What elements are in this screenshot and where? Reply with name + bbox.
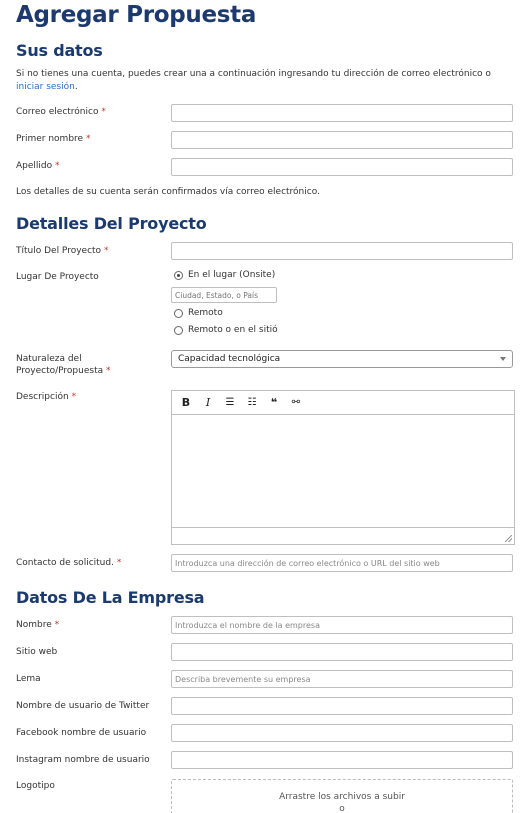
required-mark: * [106, 366, 111, 376]
description-editor[interactable] [171, 390, 515, 545]
editor-toolbar [172, 391, 514, 415]
project-nature-label-line2-text: Proyecto/Propuesta [16, 366, 104, 376]
quote-icon[interactable]: ❝ [270, 396, 278, 409]
instagram-field[interactable] [171, 751, 513, 769]
email-label-text: Correo electrónico [16, 107, 99, 117]
section-heading-your-data: Sus datos [16, 41, 103, 60]
first-name-label [16, 133, 90, 145]
project-nature-label-line1: Naturaleza del [16, 354, 82, 364]
intro-text-body: Si no tienes una cuenta, puedes crear una a continuación ingresando tu dirección de correo electrónico o [16, 69, 491, 79]
contact-label [16, 557, 121, 569]
editor-status-bar [172, 527, 514, 544]
radio-icon[interactable] [174, 326, 183, 335]
required-mark: * [116, 558, 122, 568]
project-title-field[interactable] [171, 242, 513, 260]
email-field[interactable] [171, 104, 513, 122]
intro-text [16, 68, 516, 94]
instagram-label: Instagram nombre de usuario [16, 755, 150, 765]
location-option-label: Remoto o en el sitió [188, 325, 278, 335]
location-option-remote-or-onsite[interactable] [174, 325, 278, 335]
project-nature-label-line2 [16, 365, 111, 377]
section-heading-project: Detalles Del Proyecto [16, 214, 207, 233]
project-nature-value: Capacidad tecnológica [178, 354, 281, 364]
first-name-label-text: Primer nombre [16, 134, 84, 144]
required-mark: * [71, 392, 77, 402]
intro-text-end: . [74, 82, 78, 92]
twitter-field[interactable] [171, 697, 513, 715]
tagline-label: Lema [16, 674, 41, 684]
required-mark: * [103, 246, 109, 256]
numbered-list-icon[interactable]: ☷ [247, 397, 257, 408]
dropzone-or: o [339, 804, 345, 813]
project-location-label: Lugar De Proyecto [16, 272, 99, 282]
account-note: Los detalles de su cuenta serán confirmados vía correo electrónico. [16, 187, 320, 197]
website-field[interactable] [171, 643, 513, 661]
last-name-field[interactable] [171, 158, 513, 176]
email-label [16, 106, 106, 118]
chevron-down-icon [500, 357, 506, 361]
tagline-field[interactable] [171, 670, 513, 688]
contact-label-text: Contacto de solicitud. [16, 558, 114, 568]
company-name-label-text: Nombre [16, 620, 52, 630]
company-name-label [16, 619, 59, 631]
required-mark: * [55, 161, 60, 171]
location-option-onsite[interactable] [174, 270, 275, 280]
bulleted-list-icon[interactable]: ☰ [225, 397, 235, 408]
website-label: Sitio web [16, 647, 58, 657]
company-name-field[interactable] [171, 616, 513, 634]
page-title: Agregar Propuesta [16, 2, 257, 28]
login-link[interactable]: iniciar sesión [16, 82, 75, 92]
first-name-field[interactable] [171, 131, 513, 149]
required-mark: * [54, 620, 60, 630]
dropzone-text: Arrastre los archivos a subir [279, 792, 405, 802]
contact-field[interactable] [171, 554, 513, 572]
facebook-field[interactable] [171, 724, 513, 742]
location-option-remote[interactable] [174, 308, 223, 318]
logo-dropzone[interactable] [171, 779, 513, 813]
location-option-label: Remoto [188, 308, 223, 318]
italic-icon[interactable]: I [205, 396, 211, 409]
facebook-label: Facebook nombre de usuario [16, 728, 147, 738]
description-label [16, 391, 76, 403]
last-name-label [16, 160, 60, 172]
project-title-label [16, 245, 108, 257]
project-title-label-text: Título Del Proyecto [16, 246, 102, 256]
project-nature-select[interactable] [171, 350, 513, 368]
last-name-label-text: Apellido [16, 161, 53, 171]
twitter-label: Nombre de usuario de Twitter [16, 701, 150, 711]
bold-icon[interactable]: B [181, 396, 191, 409]
link-icon[interactable]: ⚯ [291, 397, 301, 408]
radio-selected-icon[interactable] [174, 271, 183, 280]
required-mark: * [101, 107, 106, 117]
project-nature-label [16, 353, 111, 377]
section-heading-company: Datos De La Empresa [16, 588, 205, 607]
required-mark: * [85, 134, 91, 144]
description-label-text: Descripción [16, 392, 69, 402]
location-option-label: En el lugar (Onsite) [188, 270, 276, 280]
logo-label: Logotipo [16, 781, 55, 791]
resize-handle-icon[interactable] [505, 535, 512, 542]
editor-text-area[interactable] [172, 416, 514, 528]
city-field[interactable] [171, 287, 277, 303]
radio-icon[interactable] [174, 309, 183, 318]
